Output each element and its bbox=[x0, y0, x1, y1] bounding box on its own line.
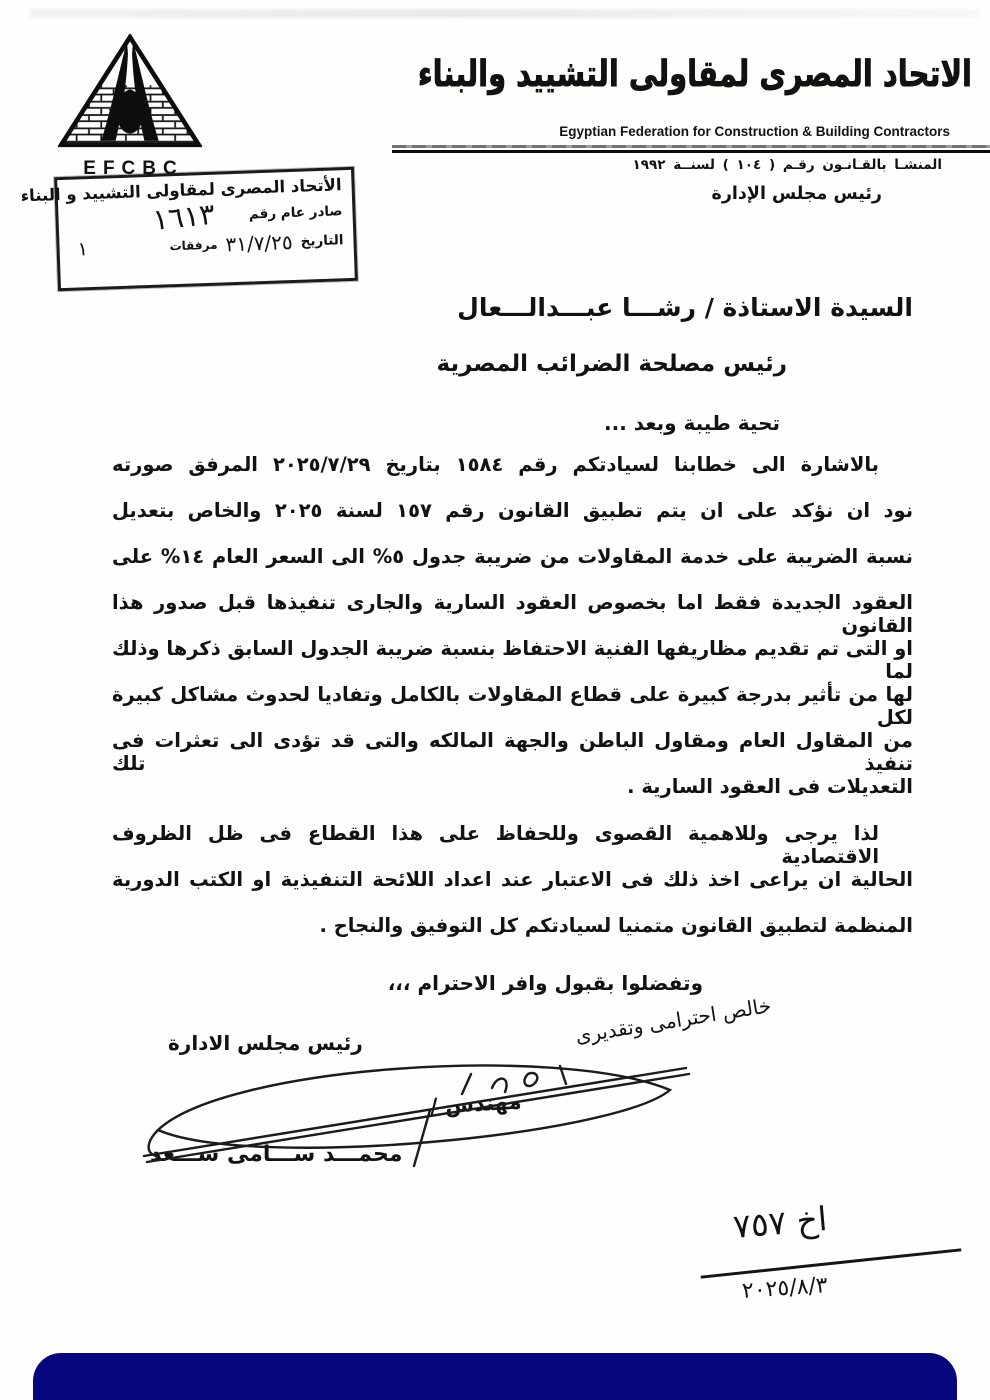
scan-artifact bbox=[30, 9, 980, 18]
handwritten-reference-number: اخ ٧٥٧ bbox=[731, 1198, 829, 1247]
engineer-label: مهندس / bbox=[429, 1089, 523, 1119]
body-line: نسبة الضريبة على خدمة المقاولات من ضريبة جدول ٥% الى السعر العام ١٤% على bbox=[112, 545, 913, 568]
stamp-attachments-value-handwritten: ١ bbox=[77, 238, 89, 261]
header-rule-fuzzy-line bbox=[392, 145, 990, 148]
body-line: الحالية ان يراعى اخذ ذلك فى الاعتبار عند اعداد اللائحة التنفيذية او الكتب الدورية bbox=[112, 868, 913, 891]
efcbc-logo bbox=[58, 34, 202, 180]
closing-courtesy-line: وتفضلوا بقبول وافر الاحترام ،،، bbox=[387, 971, 703, 995]
org-english-name: Egyptian Federation for Construction & Building Contractors bbox=[559, 124, 950, 139]
addressee-name-line: السيدة الاستاذة / رشـــا عبـــدالـــعال bbox=[457, 293, 913, 322]
body-line: بالاشارة الى خطابنا لسيادتكم رقم ١٥٨٤ بتاريخ ٢٠٢٥/٧/٢٩ المرفق صورته bbox=[112, 453, 879, 476]
handwritten-date: ٢٠٢٥/٨/٣ bbox=[741, 1273, 829, 1304]
org-calligraphy-title: الاتحاد المصرى لمقاولى التشييد والبناء bbox=[417, 52, 972, 95]
logo-acronym: EFCBC bbox=[83, 158, 184, 179]
header-rule-solid-line bbox=[392, 150, 990, 153]
body-line: من المقاول العام ومقاول الباطن والجهة المالكه والتى قد تؤدى الى تعثرات فى تنفيذ تلك bbox=[112, 729, 913, 776]
chairman-title-header: رئيس مجلس الإدارة bbox=[711, 184, 882, 204]
bottom-blue-bar bbox=[33, 1353, 957, 1400]
registry-stamp bbox=[20, 167, 358, 291]
addressee-title-line: رئيس مصلحة الضرائب المصرية bbox=[436, 351, 787, 377]
stamp-date-label: التاريخ bbox=[300, 232, 344, 250]
body-line: او التى تم تقديم مظاريفها الفنية الاحتفاظ بنسبة ضريبة الجدول السابق ذكرها وذلك لما bbox=[112, 637, 913, 684]
handwritten-underline bbox=[701, 1248, 962, 1278]
law-establishment-line: المنشـا بالقـانـون رقـم ( ١٠٤ ) لسنــة ١٩٩٢ bbox=[632, 157, 942, 173]
body-line: لها من تأثير بدرجة كبيرة على قطاع المقاولات بالكامل وتفاديا لحدوث مشاكل كبيرة لكل bbox=[112, 683, 913, 730]
stamp-issue-number-handwritten: ١٦١٣ bbox=[151, 196, 217, 237]
body-line: التعديلات فى العقود السارية . bbox=[627, 775, 913, 798]
stamp-attachments-label: مرفقات bbox=[169, 237, 218, 254]
header-rule bbox=[392, 145, 990, 153]
signatory-title: رئيس مجلس الادارة bbox=[168, 1031, 363, 1055]
signatory-name: محمـــد ســـامى ســـعد bbox=[150, 1142, 403, 1167]
body-line: نود ان نؤكد على ان يتم تطبيق القانون رقم ١٥٧ لسنة ٢٠٢٥ والخاص بتعديل bbox=[112, 499, 914, 522]
stamp-date-handwritten: ٣١/٧/٢٥ bbox=[225, 229, 294, 257]
stamp-issue-label: صادر عام رقم bbox=[248, 203, 343, 223]
salutation: تحية طيبة وبعد ... bbox=[604, 411, 780, 435]
body-line: العقود الجديدة فقط اما بخصوص العقود السارية والجارى تنفيذها قبل صدور هذا القانون bbox=[112, 591, 913, 638]
pyramid-eagle-logo-icon bbox=[58, 34, 202, 152]
body-line: لذا يرجى وللاهمية القصوى وللحفاظ على هذا القطاع فى ظل الظروف الاقتصادية bbox=[112, 822, 879, 869]
handwritten-note: خالص احترامى وتقديرى bbox=[573, 993, 773, 1048]
body-line: المنظمة لتطبيق القانون متمنيا لسيادتكم كل التوفيق والنجاح . bbox=[319, 914, 913, 937]
stamp-org-line: الأتحاد المصرى لمقاولى التشييد و البناء bbox=[20, 175, 342, 206]
signature-scribble-icon bbox=[130, 1038, 730, 1178]
